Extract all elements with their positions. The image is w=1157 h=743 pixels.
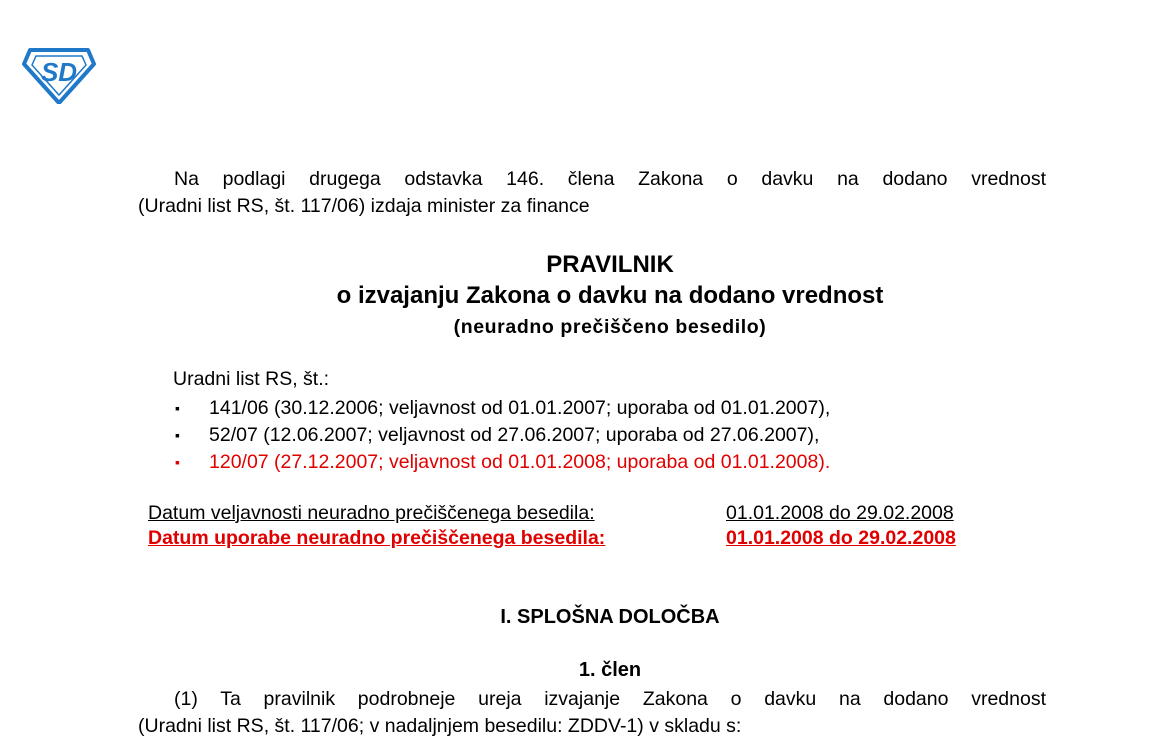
bullet-icon: ▪ (175, 427, 180, 443)
usage-date-label: Datum uporabe neuradno prečiščenega besedila: (148, 527, 606, 549)
usage-date-value: 01.01.2008 do 29.02.2008 (726, 527, 956, 549)
document-title: PRAVILNIK (546, 251, 674, 278)
article-line-1: (1) Ta pravilnik podrobneje ureja izvajanje Zakona o davku na dodano vrednost (174, 688, 1046, 710)
document-note: (neuradno prečiščeno besedilo) (453, 316, 767, 338)
section-heading: I. SPLOŠNA DOLOČBA (500, 606, 720, 628)
validity-date-label: Datum veljavnosti neuradno prečiščenega besedila: (148, 502, 595, 524)
bullet-icon: ▪ (175, 400, 180, 416)
document-subtitle: o izvajanju Zakona o davku na dodano vrednost (336, 282, 884, 309)
gazette-item-highlighted (173, 449, 830, 476)
intro-paragraph (138, 166, 1046, 220)
intro-line-2: (Uradni list RS, št. 117/06) izdaja minister za finance (138, 195, 590, 217)
sd-shield-logo-icon (22, 48, 96, 104)
gazette-label: Uradni list RS, št.: (173, 368, 330, 390)
svg-text:SD: SD (40, 57, 78, 87)
intro-line-1: Na podlagi drugega odstavka 146. člena Zakona o davku na dodano vrednost (174, 168, 1046, 190)
gazette-item (173, 422, 830, 449)
gazette-item-text: 52/07 (12.06.2007; veljavnost od 27.06.2007; uporaba od 27.06.2007), (209, 424, 820, 446)
gazette-list (173, 395, 830, 476)
gazette-item-text: 120/07 (27.12.2007; veljavnost od 01.01.2008; uporaba od 01.01.2008). (209, 451, 831, 473)
bullet-icon: ▪ (175, 454, 180, 470)
gazette-item (173, 395, 830, 422)
gazette-item-text: 141/06 (30.12.2006; veljavnost od 01.01.2007; uporaba od 01.01.2007), (209, 397, 831, 419)
article-paragraph (138, 686, 1046, 740)
validity-date-value: 01.01.2008 do 29.02.2008 (726, 502, 954, 524)
article-line-2: (Uradni list RS, št. 117/06; v nadaljnjem besedilu: ZDDV-1) v skladu s: (138, 715, 742, 737)
article-heading: 1. člen (578, 659, 642, 681)
